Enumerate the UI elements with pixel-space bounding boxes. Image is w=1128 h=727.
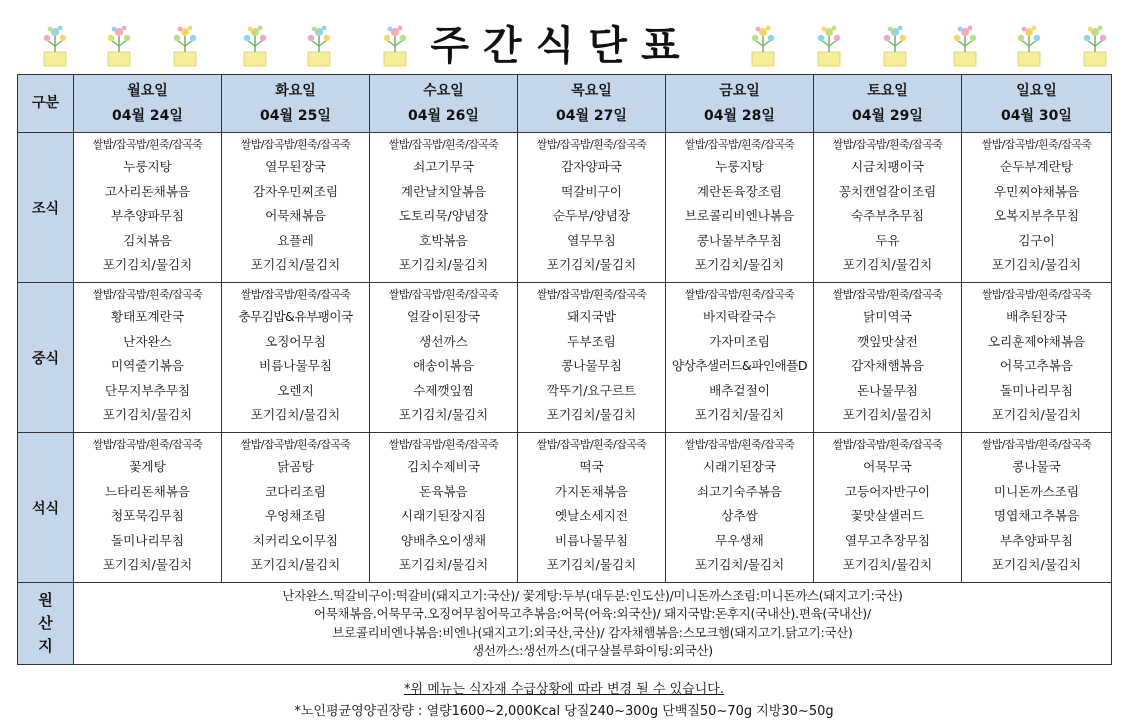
menu-item: 요플레 (277, 232, 314, 248)
meal-label: 중식 (18, 283, 74, 433)
origin-row (18, 583, 1112, 665)
menu-item: 애송이볶음 (413, 358, 474, 373)
menu-item: 꽃게탕 (129, 459, 166, 474)
menu-item: 배추된장국 (1006, 309, 1067, 324)
origin-line: 난자완스.떡갈비구이:떡갈비(돼지고기:국산)/ 꽃게탕:두부(대두분:인도산)/미니돈까스조림:미니돈까스(돼지고기:국산) (282, 587, 903, 603)
rice-porridge-item: 쌀밥/잡곡밥/흰죽/잡곡죽 (388, 438, 499, 451)
menu-item: 난자완스 (123, 333, 172, 349)
menu-item: 돈육볶음 (419, 483, 468, 499)
rice-porridge-item: 쌀밥/잡곡밥/흰죽/잡곡죽 (240, 138, 351, 151)
corner-header: 구분 (18, 75, 74, 133)
origin-line: 어묵채볶음.어묵무국.오징어무침어묵고추볶음:어묵(어육:외국산)/ 돼지국밥:돈후지(국내산).편육(국내산)/ (314, 606, 871, 621)
menu-item: 돼지국밥 (567, 309, 616, 324)
flower-pot-icon (38, 22, 72, 68)
day-name: 화요일 (275, 83, 316, 99)
menu-item: 바지락칼국수 (703, 309, 776, 324)
menu-item: 포기김치/물김치 (842, 257, 933, 272)
rice-porridge-item: 쌀밥/잡곡밥/흰죽/잡곡죽 (92, 138, 203, 151)
rice-porridge-item: 쌀밥/잡곡밥/흰죽/잡곡죽 (388, 138, 499, 151)
day-date: 04월 24일 (112, 107, 183, 124)
menu-item: 오복지부추무침 (993, 208, 1080, 223)
day-name: 금요일 (719, 83, 760, 99)
menu-item: 김치볶음 (123, 232, 172, 248)
menu-item: 포기김치/물김치 (102, 257, 193, 272)
day-header (74, 75, 222, 133)
rice-porridge-item: 쌀밥/잡곡밥/흰죽/잡곡죽 (684, 138, 795, 151)
menu-item: 단무지부추무침 (104, 382, 191, 398)
rice-porridge-item: 쌀밥/잡곡밥/흰죽/잡곡죽 (981, 138, 1092, 151)
menu-item: 양상추샐러드&파인애플D (671, 358, 808, 373)
meal-row (18, 283, 1112, 433)
menu-cell (666, 433, 814, 583)
menu-item: 오렌지 (277, 382, 314, 398)
weekly-menu-table (17, 74, 1112, 665)
menu-cell (222, 283, 370, 433)
menu-item: 포기김치/물김치 (546, 557, 637, 572)
menu-item: 닭곰탕 (277, 459, 314, 474)
origin-label-char: 원 (38, 591, 53, 609)
menu-item: 떡갈비구이 (561, 183, 622, 199)
menu-item: 계란돈육장조림 (696, 183, 783, 199)
menu-item: 청포묵김무침 (111, 508, 184, 523)
menu-item: 생선까스 (419, 333, 468, 349)
day-name: 토요일 (867, 83, 908, 99)
menu-cell (222, 433, 370, 583)
day-header (666, 75, 814, 133)
flower-pot-icon (378, 22, 412, 68)
rice-porridge-item: 쌀밥/잡곡밥/흰죽/잡곡죽 (981, 438, 1092, 451)
menu-item: 포기김치/물김치 (546, 407, 637, 422)
day-date: 04월 29일 (852, 107, 923, 124)
origin-line: 생선까스:생선까스(대구살블루화이팅:외국산) (472, 643, 713, 658)
origin-label-char: 지 (38, 637, 53, 655)
menu-item: 치커리오이무침 (252, 532, 339, 548)
menu-item: 계란날치알볶음 (400, 183, 487, 199)
day-date: 04월 28일 (704, 107, 775, 124)
day-name: 수요일 (423, 83, 464, 99)
origin-label (18, 583, 74, 665)
rice-porridge-item: 쌀밥/잡곡밥/흰죽/잡곡죽 (536, 438, 647, 451)
day-header (222, 75, 370, 133)
day-name: 월요일 (127, 83, 168, 99)
menu-item: 상추쌈 (721, 508, 758, 523)
flower-pot-icon (1078, 22, 1112, 68)
menu-item: 돈나물무침 (857, 382, 918, 398)
day-date: 04월 26일 (408, 107, 479, 124)
menu-item: 고사리돈채볶음 (104, 183, 191, 199)
menu-item: 포기김치/물김치 (250, 407, 341, 422)
origin-info (74, 583, 1112, 665)
menu-item: 꽁치캔얼갈이조림 (838, 183, 937, 199)
menu-item: 포기김치/물김치 (398, 407, 489, 422)
menu-item: 콩나물무침 (561, 358, 622, 373)
meal-row (18, 133, 1112, 283)
menu-item: 열무된장국 (265, 159, 326, 174)
nutrition-recommendation: *노인평균영양권장량 : 열량1600~2,000Kcal 당질240~300g 단백질50~70g 지방30~50g (294, 704, 834, 719)
menu-item: 누룽지탕 (123, 159, 172, 174)
day-header-row (18, 75, 1112, 133)
meal-label: 석식 (18, 433, 74, 583)
day-date: 04월 25일 (260, 107, 331, 124)
menu-item: 포기김치/물김치 (991, 407, 1082, 422)
menu-item: 두부조림 (567, 333, 616, 349)
menu-cell (370, 133, 518, 283)
menu-cell (962, 283, 1112, 433)
meal-label: 조식 (18, 133, 74, 283)
menu-item: 충무김밥&유부팽이국 (238, 309, 353, 324)
menu-cell (518, 133, 666, 283)
menu-item: 쇠고기무국 (413, 159, 474, 174)
menu-item: 고등어자반구이 (844, 483, 931, 499)
menu-item: 깻잎맛살전 (857, 333, 918, 349)
menu-item: 명엽채고추볶음 (993, 508, 1080, 523)
rice-porridge-item: 쌀밥/잡곡밥/흰죽/잡곡죽 (240, 288, 351, 301)
menu-item: 포기김치/물김치 (991, 557, 1082, 572)
rice-porridge-item: 쌀밥/잡곡밥/흰죽/잡곡죽 (684, 438, 795, 451)
menu-item: 콩나물부추무침 (696, 232, 783, 248)
menu-item: 포기김치/물김치 (546, 257, 637, 272)
day-header (518, 75, 666, 133)
flower-pot-icon (102, 22, 136, 68)
menu-item: 포기김치/물김치 (102, 557, 193, 572)
flower-pot-icon (948, 22, 982, 68)
menu-item: 포기김치/물김치 (102, 407, 193, 422)
menu-item: 닭미역국 (863, 309, 912, 324)
menu-item: 포기김치/물김치 (991, 257, 1082, 272)
menu-item: 숙주부추무침 (851, 208, 924, 223)
menu-item: 우엉채조림 (265, 508, 326, 523)
menu-item: 시래기된장국 (703, 459, 776, 474)
menu-item: 포기김치/물김치 (398, 557, 489, 572)
menu-item: 부추양파무침 (111, 208, 184, 223)
menu-item: 김치수제비국 (407, 459, 480, 474)
menu-cell (814, 433, 962, 583)
menu-item: 순두부/양념장 (552, 208, 631, 223)
menu-item: 느타리돈채볶음 (104, 483, 191, 499)
menu-item: 열무무침 (567, 232, 616, 248)
menu-item: 무우생채 (715, 532, 764, 548)
rice-porridge-item: 쌀밥/잡곡밥/흰죽/잡곡죽 (981, 288, 1092, 301)
menu-item: 비름나물무침 (259, 358, 332, 373)
rice-porridge-item: 쌀밥/잡곡밥/흰죽/잡곡죽 (388, 288, 499, 301)
menu-item: 어묵고추볶음 (1000, 358, 1073, 373)
flower-pot-icon (1012, 22, 1046, 68)
menu-item: 오징어무침 (265, 333, 326, 349)
menu-item: 브로콜리비엔나볶음 (684, 208, 795, 223)
menu-item: 콩나물국 (1012, 459, 1061, 474)
menu-cell (666, 133, 814, 283)
menu-item: 돌미나리무침 (111, 532, 184, 548)
menu-item: 얼갈이된장국 (407, 309, 480, 324)
menu-item: 포기김치/물김치 (250, 557, 341, 572)
day-name: 목요일 (571, 83, 612, 99)
page-title: 주간식단표 (430, 22, 694, 69)
menu-item: 비름나물무침 (555, 532, 628, 548)
day-header (370, 75, 518, 133)
rice-porridge-item: 쌀밥/잡곡밥/흰죽/잡곡죽 (92, 438, 203, 451)
menu-cell (518, 283, 666, 433)
menu-cell (962, 133, 1112, 283)
menu-item: 미역줄기볶음 (111, 358, 184, 373)
menu-item: 떡국 (579, 459, 604, 474)
menu-item: 포기김치/물김치 (842, 557, 933, 572)
menu-cell (370, 283, 518, 433)
menu-item: 두유 (875, 232, 900, 248)
menu-item: 어묵무국 (863, 459, 912, 474)
menu-cell (814, 283, 962, 433)
menu-item: 포기김치/물김치 (694, 407, 785, 422)
menu-item: 돌미나리무침 (1000, 382, 1073, 398)
flower-pot-icon (238, 22, 272, 68)
menu-item: 꽃맛살샐러드 (851, 508, 924, 523)
menu-item: 시금치팽이국 (851, 159, 924, 174)
menu-item: 부추양파무침 (1000, 532, 1073, 548)
menu-item: 우민찌야채볶음 (993, 183, 1080, 199)
menu-item: 도토리묵/양념장 (398, 208, 489, 223)
rice-porridge-item: 쌀밥/잡곡밥/흰죽/잡곡죽 (536, 288, 647, 301)
menu-cell (74, 283, 222, 433)
page-header (0, 0, 1128, 74)
origin-label-char: 산 (38, 614, 53, 632)
menu-cell (222, 133, 370, 283)
menu-item: 열무고추장무침 (844, 532, 931, 548)
flower-pot-icon (878, 22, 912, 68)
menu-item: 양배추오이생채 (400, 532, 487, 548)
menu-item: 감자채햄볶음 (851, 358, 924, 373)
day-header (962, 75, 1112, 133)
change-notice: *위 메뉴는 식자재 수급상황에 따라 변경 될 수 있습니다. (404, 682, 724, 697)
menu-cell (518, 433, 666, 583)
menu-item: 시래기된장지짐 (400, 508, 487, 523)
rice-porridge-item: 쌀밥/잡곡밥/흰죽/잡곡죽 (536, 138, 647, 151)
menu-item: 황태포계란국 (111, 309, 184, 324)
menu-item: 감자우민찌조림 (252, 183, 339, 199)
meal-row (18, 433, 1112, 583)
menu-item: 쇠고기숙주볶음 (696, 483, 783, 499)
menu-item: 포기김치/물김치 (842, 407, 933, 422)
flower-pot-icon (746, 22, 780, 68)
menu-item: 미니돈까스조림 (993, 483, 1080, 499)
menu-item: 포기김치/물김치 (398, 257, 489, 272)
rice-porridge-item: 쌀밥/잡곡밥/흰죽/잡곡죽 (92, 288, 203, 301)
menu-item: 김구이 (1018, 232, 1055, 248)
menu-item: 오리훈제야채볶음 (987, 333, 1086, 349)
menu-cell (666, 283, 814, 433)
menu-item: 가지돈채볶음 (555, 483, 628, 499)
day-date: 04월 30일 (1001, 107, 1072, 124)
menu-item: 누룽지탕 (715, 159, 764, 174)
menu-item: 가자미조림 (709, 333, 770, 349)
menu-cell (962, 433, 1112, 583)
rice-porridge-item: 쌀밥/잡곡밥/흰죽/잡곡죽 (832, 288, 943, 301)
menu-item: 수제깻잎찜 (413, 382, 474, 398)
flower-pot-icon (302, 22, 336, 68)
menu-cell (74, 433, 222, 583)
rice-porridge-item: 쌀밥/잡곡밥/흰죽/잡곡죽 (684, 288, 795, 301)
rice-porridge-item: 쌀밥/잡곡밥/흰죽/잡곡죽 (240, 438, 351, 451)
rice-porridge-item: 쌀밥/잡곡밥/흰죽/잡곡죽 (832, 438, 943, 451)
flower-pot-icon (168, 22, 202, 68)
menu-cell (814, 133, 962, 283)
day-name: 일요일 (1016, 83, 1057, 99)
menu-item: 포기김치/물김치 (694, 257, 785, 272)
origin-line: 브로콜리비엔나볶음:비엔나(돼지고기:외국산,국산)/ 감자채햄볶음:스모크햄(돼지고기.닭고기:국산) (332, 624, 853, 640)
menu-cell (74, 133, 222, 283)
menu-cell (370, 433, 518, 583)
menu-item: 옛날소세지전 (555, 508, 628, 523)
menu-item: 깍뚜기/요구르트 (546, 382, 637, 398)
menu-item: 배추겉절이 (709, 382, 770, 398)
rice-porridge-item: 쌀밥/잡곡밥/흰죽/잡곡죽 (832, 138, 943, 151)
flower-pot-icon (812, 22, 846, 68)
menu-item: 순두부계란탕 (1000, 159, 1073, 174)
menu-item: 포기김치/물김치 (694, 557, 785, 572)
day-date: 04월 27일 (556, 107, 627, 124)
menu-item: 포기김치/물김치 (250, 257, 341, 272)
menu-item: 어묵채볶음 (265, 208, 326, 223)
menu-item: 코다리조림 (265, 483, 326, 499)
menu-item: 호박볶음 (419, 232, 468, 248)
menu-item: 감자양파국 (561, 159, 622, 174)
day-header (814, 75, 962, 133)
